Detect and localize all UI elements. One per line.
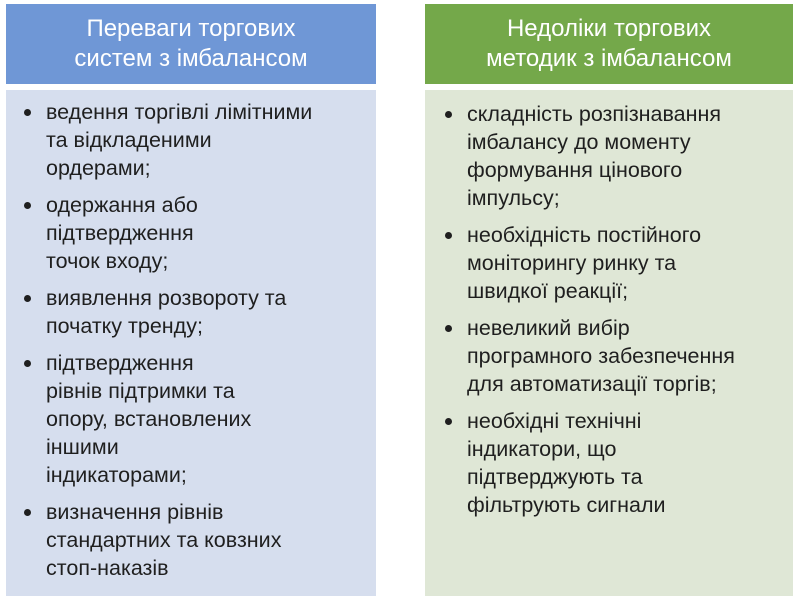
bullet-dot-icon — [24, 202, 31, 209]
disadvantages-body — [425, 90, 793, 596]
bullet-dot-icon — [24, 360, 31, 367]
advantages-body — [6, 90, 376, 596]
advantages-list-item — [20, 191, 362, 275]
advantages-list — [20, 98, 362, 582]
disadvantages-item-text: необхідні технічні індикатори, що підтверджують та фільтрують сигнали — [467, 409, 666, 517]
disadvantages-list — [441, 100, 779, 519]
bullet-dot-icon — [445, 325, 452, 332]
advantages-panel — [6, 4, 376, 596]
disadvantages-header — [425, 4, 793, 84]
advantages-list-item — [20, 498, 362, 582]
advantages-title — [74, 14, 307, 74]
advantages-title-line2: систем з імбалансом — [74, 45, 308, 72]
disadvantages-title-line1: Недоліки торгових — [506, 15, 712, 42]
advantages-item-text: ведення торгівлі лімітними та відкладеними ордерами; — [46, 100, 313, 180]
advantages-item-text: одержання або підтвердження точок входу; — [46, 193, 198, 273]
disadvantages-list-item — [441, 221, 779, 305]
bullet-dot-icon — [445, 111, 452, 118]
disadvantages-title — [486, 14, 732, 74]
advantages-list-item — [20, 98, 362, 182]
bullet-dot-icon — [445, 232, 452, 239]
advantages-list-item — [20, 349, 362, 489]
disadvantages-list-item — [441, 407, 779, 519]
advantages-item-text: виявлення розвороту та початку тренду; — [46, 286, 287, 338]
advantages-header — [6, 4, 376, 84]
disadvantages-list-item — [441, 314, 779, 398]
disadvantages-item-text: необхідність постійного моніторингу ринку та швидкої реакції; — [467, 223, 702, 303]
advantages-item-text: визначення рівнів стандартних та ковзних стоп-наказів — [46, 500, 282, 580]
bullet-dot-icon — [24, 509, 31, 516]
bullet-dot-icon — [24, 109, 31, 116]
bullet-dot-icon — [445, 418, 452, 425]
disadvantages-item-text: невеликий вибір програмного забезпечення для автоматизації торгів; — [467, 316, 735, 396]
disadvantages-title-line2: методик з імбалансом — [486, 45, 732, 72]
disadvantages-list-item — [441, 100, 779, 212]
advantages-title-line1: Переваги торгових — [86, 15, 296, 42]
advantages-list-item — [20, 284, 362, 340]
bullet-dot-icon — [24, 295, 31, 302]
disadvantages-item-text: складність розпізнавання імбалансу до моменту формування цінового імпульсу; — [467, 102, 722, 210]
disadvantages-panel — [425, 4, 793, 596]
advantages-item-text: підтвердження рівнів підтримки та опору, встановлених іншими індикаторами; — [46, 351, 252, 487]
